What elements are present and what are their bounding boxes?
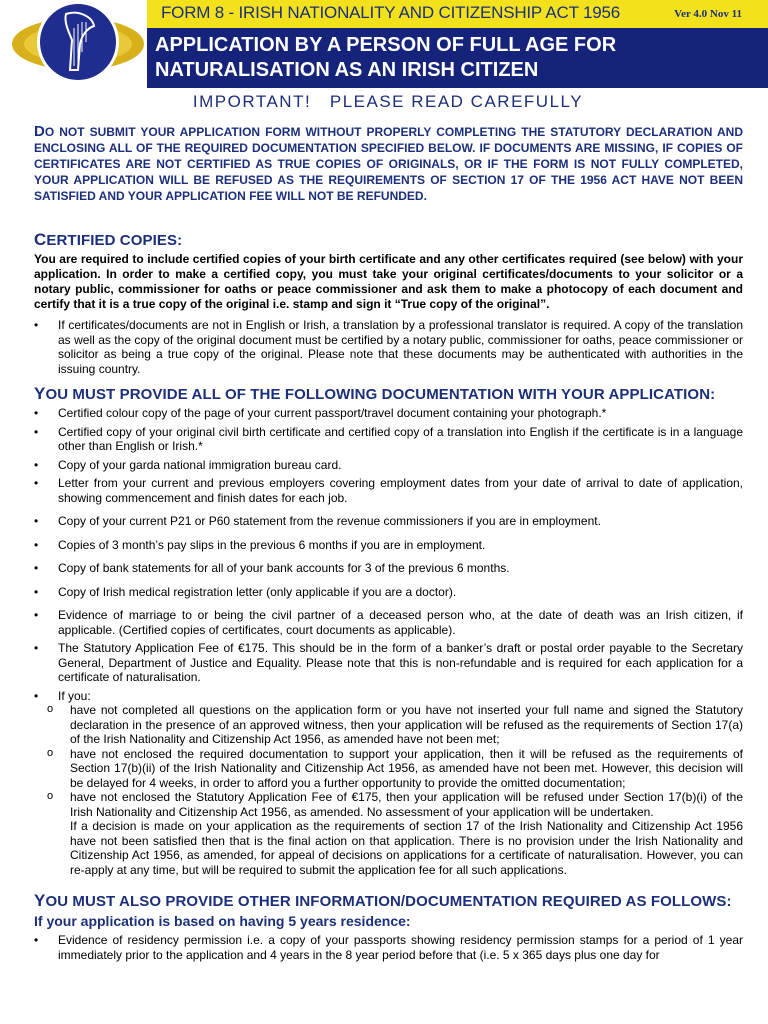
list-item: • Certified copy of your original civil birth certificate and certified copy of a translation into English if the certificate is in a language other than English or Irish.*: [34, 425, 743, 454]
heading-cap: Y: [34, 384, 46, 403]
warning-paragraph: [34, 124, 743, 204]
heading-rest: OU MUST ALSO PROVIDE OTHER INFORMATION/DOCUMENTATION REQUIRED AS FOLLOWS:: [45, 893, 732, 910]
list-item-if-you: [34, 689, 743, 704]
residence-list: [34, 933, 743, 962]
heading-rest: OU MUST PROVIDE ALL OF THE FOLLOWING DOCUMENTATION WITH YOUR APPLICATION:: [45, 386, 716, 403]
list-item: • The Statutory Application Fee of €175. This should be in the form of a banker’s draft or postal order payable to the Secretary General, Department of Justice and Equality. Please note that this is non-refundable and is required for each application for a certificate of naturalisation.: [34, 641, 743, 685]
document-body: [34, 124, 743, 970]
main-title-line-2: NATURALISATION AS AN IRISH CITIZEN: [155, 59, 539, 81]
certified-copies-paragraph: You are required to include certified copies of your birth certificate and any other certificates required (see below) with your application. In order to make a certified copy, you must take your original certificates/documents to your solicitor or a notary public, commissioner for oaths or peace commissioner and ask them to make a photocopy of each document and certify that it is a true copy of the original i.e. stamp and sign it “True copy of the original”.: [34, 252, 743, 311]
list-item: • Copy of bank statements for all of your bank accounts for 3 of the previous 6 months.: [34, 561, 743, 576]
main-title: [155, 33, 755, 83]
final-decision-note: If a decision is made on your application as the requirements of section 17 of the Irish Nationality and Citizenship Act 1956 have not been satisfied then that is the final action on that application. There is no provision under the Irish Nationality and Citizenship Act 1956, as amended, for appeal of decisions on applications for a certificate of naturalisation. However, you can re-apply at any time, but will be required to submit the application fee for all such applications.: [70, 819, 743, 877]
sub-list-item: o have not enclosed the Statutory Application Fee of €175, then your application will be refused under Section 17(b)(i) of the Irish Nationality and Citizenship Act 1956, as amended. No assessment of your application will be undertaken.: [34, 790, 743, 819]
main-title-line-1: APPLICATION BY A PERSON OF FULL AGE FOR: [155, 34, 617, 56]
certified-list: [34, 318, 743, 376]
list-item: • Copy of Irish medical registration letter (only applicable if you are a doctor).: [34, 585, 743, 600]
list-item: • Copy of your garda national immigration bureau card.: [34, 458, 743, 473]
list-item: • Evidence of marriage to or being the civil partner of a deceased person who, at the date of death was an Irish citizen, if applicable. (Certified copies of certificates, court documents as applicable).: [34, 608, 743, 637]
header: [0, 0, 768, 90]
form-title: FORM 8 - IRISH NATIONALITY AND CITIZENSHIP ACT 1956: [161, 3, 620, 22]
also-provide-heading: [34, 891, 743, 911]
certified-copies-heading: [34, 230, 743, 250]
list-item: • Certified colour copy of the page of your current passport/travel document containing your photograph.*: [34, 406, 743, 421]
list-item: • Letter from your current and previous employers covering employment dates from your date of arrival to date of application, showing commencement and finish dates for each job.: [34, 476, 743, 505]
heading-cap: Y: [34, 891, 46, 910]
sub-list-item: o have not enclosed the required documentation to support your application, then it will be refused as the requirements of Section 17(b)(ii) of the Irish Nationality and Citizenship Act 1956, as amended have not been met. However, this decision will be delayed for 4 weeks, in order to afford you a further opportunity to provide the omitted documentation;: [34, 747, 743, 791]
warning-text: O NOT SUBMIT YOUR APPLICATION FORM WITHOUT PROPERLY COMPLETING THE STATUTORY DECLARATION AND ENCLOSING ALL OF THE REQUIRED DOCUMENTATION SPECIFIED BELOW. IF DOCUMENTS ARE MISSING, IF COPIES OF CERTIFICATES ARE NOT CERTIFIED AS TRUE COPIES OF ORIGINALS, OR IF THE FORM IS NOT FULLY COMPLETED, YOUR APPLICATION WILL BE REFUSED AS THE REQUIREMENTS OF SECTION 17 OF THE 1956 ACT HAVE NOT BEEN SATISFIED AND YOUR APPLICATION FEE WILL NOT BE REFUNDED.: [34, 125, 743, 203]
must-provide-heading: [34, 384, 743, 404]
list-item: • Copies of 3 month’s pay slips in the previous 6 months if you are in employment.: [34, 538, 743, 553]
five-years-residence-subheading: If your application is based on having 5 years residence:: [34, 913, 411, 929]
important-notice: IMPORTANT! PLEASE READ CAREFULLY: [192, 92, 584, 111]
main-title-bar: [147, 28, 768, 88]
list-item: • Copy of your current P21 or P60 statement from the revenue commissioners if you are in employment.: [34, 514, 743, 529]
harp-emblem-logo: [8, 0, 148, 88]
list-item: • If certificates/documents are not in English or Irish, a translation by a professional translator is required. A copy of the translation as well as the copy of the original document must be certified by a notary public, commissioner for oaths, peace commissioner or solicitor as being a true copy of the original. Please note that these documents may be authenticated with authorities in the issuing country.: [34, 318, 743, 376]
heading-rest: ERTIFIED COPIES:: [46, 232, 183, 249]
warning-drop-cap: D: [34, 123, 45, 140]
sub-list-item: o have not completed all questions on the application form or you have not inserted your full name and signed the Statutory declaration in the presence of an approved witness, then your application will be refused as the requirements of Section 17(a) of the Irish Nationality and Citizenship Act 1956, as amended have not been met;: [34, 703, 743, 747]
refusal-conditions-list: [34, 703, 743, 819]
required-documents-list: [34, 406, 743, 703]
if-you-label: If you:: [58, 688, 91, 703]
version-label: Ver 4.0 Nov 11: [674, 8, 742, 20]
form-title-bar: [147, 0, 768, 28]
heading-cap: C: [34, 230, 47, 249]
list-item: • Evidence of residency permission i.e. a copy of your passports showing residency permission stamps for a period of 1 year immediately prior to the application and 4 years in the 8 year period before that (i.e. 5 x 365 days plus one day for: [34, 933, 743, 962]
